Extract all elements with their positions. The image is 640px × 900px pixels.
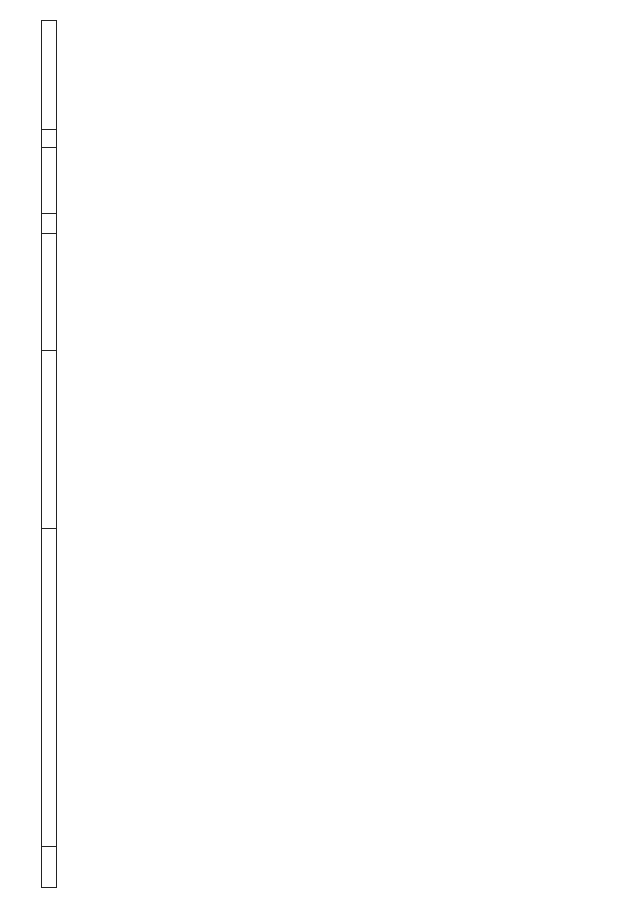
column-divider: [41, 350, 56, 351]
column-divider: [41, 147, 56, 148]
table-left-border: [41, 887, 56, 888]
column-divider: [41, 129, 56, 130]
table-top-border: [41, 20, 42, 888]
column-divider: [41, 846, 56, 847]
column-divider: [41, 213, 56, 214]
column-divider: [41, 233, 56, 234]
table-right-border: [41, 20, 56, 21]
column-divider: [41, 528, 56, 529]
table-header-bottom-border: [56, 20, 57, 888]
